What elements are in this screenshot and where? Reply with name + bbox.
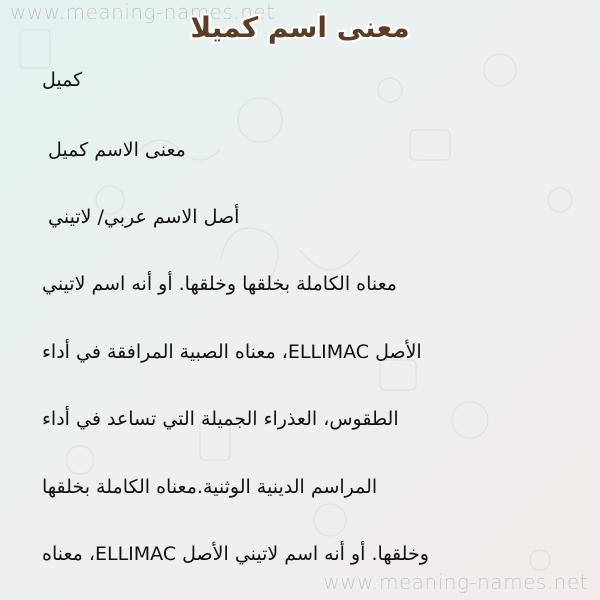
text-line-description-1: معناه الكاملة بخلقها وخلقها. أو أنه اسم لاتيني — [42, 273, 397, 295]
text-line-description-3: الطقوس، العذراء الجميلة التي تساعد في أداء — [42, 408, 399, 430]
text-line-description-5: وخلقها. أو أنه اسم لاتيني الأصل ELLIMAC، معناه — [42, 543, 429, 565]
page-title: معنى اسم كميلا — [190, 11, 410, 44]
watermark-top: www.meaning-names.net — [10, 0, 275, 24]
text-line-name: كميل — [42, 69, 83, 91]
text-line-meaning-heading: معنى الاسم كميل — [48, 139, 186, 161]
text-line-description-2: الأصل ELLIMAC، معناه الصبية المرافقة في أداء — [42, 341, 422, 363]
text-line-description-4: المراسم الدينية الوثنية.معناه الكاملة بخلقها — [42, 476, 378, 498]
watermark-bottom: www.meaning-names.net — [323, 570, 588, 594]
text-line-origin: أصل الاسم عربي/ لاتيني — [48, 206, 240, 228]
